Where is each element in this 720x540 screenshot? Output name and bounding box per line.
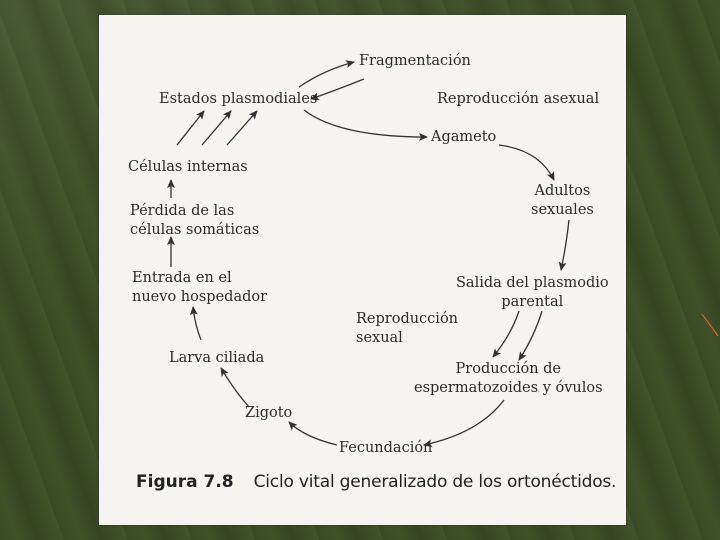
arrow-celulas-to-estados-2 [202,111,231,145]
node-adultos-sexuales-line2: sexuales [531,202,594,218]
node-larva-ciliada: Larva ciliada [169,350,265,366]
node-entrada-hospedador [132,269,267,307]
node-reproduccion-sexual [356,310,458,348]
arrow-fragmentacion-to-estados [311,79,364,99]
arrow-fecundacion-to-zigoto [289,422,337,445]
node-perdida-celulas [130,202,259,240]
node-produccion-line1: Producción de [455,361,562,377]
node-fecundacion: Fecundación [339,440,433,456]
arrow-produccion-to-fecundacion [424,400,504,445]
node-entrada-line1: Entrada en el [132,270,232,286]
arrow-estados-to-fragmentacion [299,62,354,87]
node-agameto: Agameto [431,129,497,145]
node-celulas-internas: Células internas [128,159,248,175]
figure-card [99,15,626,525]
node-salida-line1: Salida del plasmodio [456,275,609,291]
arrow-adultos-to-salida [561,220,569,270]
arrow-agameto-to-adultos [499,145,554,180]
node-reproduccion-sexual-line2: sexual [356,330,403,346]
node-entrada-line2: nuevo hospedador [132,289,268,305]
arrow-salida-to-produccion-1 [493,311,519,357]
node-produccion [414,360,603,398]
node-salida-plasmodio [456,274,609,312]
node-adultos-sexuales-line1: Adultos [534,183,591,199]
figure-caption-text: Ciclo vital generalizado de los ortonéctidos. [253,472,617,492]
arrow-salida-to-produccion-2 [519,311,542,360]
arrow-larva-to-entrada [193,307,201,340]
arrow-zigoto-to-larva [221,368,249,407]
node-produccion-line2: espermatozoides y óvulos [414,380,603,396]
node-estados-plasmodiales: Estados plasmodiales [159,91,318,107]
figure-number: Figura 7.8 [136,472,234,492]
figure-caption [136,472,616,492]
node-zigoto: Zigoto [245,405,293,421]
node-perdida-line2: células somáticas [130,222,260,238]
arrow-celulas-to-estados-3 [227,111,257,145]
node-perdida-line1: Pérdida de las [130,203,235,219]
node-reproduccion-asexual: Reproducción asexual [437,91,600,107]
node-adultos-sexuales [531,182,594,220]
node-fragmentacion: Fragmentación [359,53,471,69]
arrow-estados-to-agameto [304,110,427,137]
arrow-celulas-to-estados-1 [177,111,204,145]
node-salida-line2: parental [501,294,564,310]
decorative-accent-line [700,312,720,338]
node-reproduccion-sexual-line1: Reproducción [356,311,459,327]
